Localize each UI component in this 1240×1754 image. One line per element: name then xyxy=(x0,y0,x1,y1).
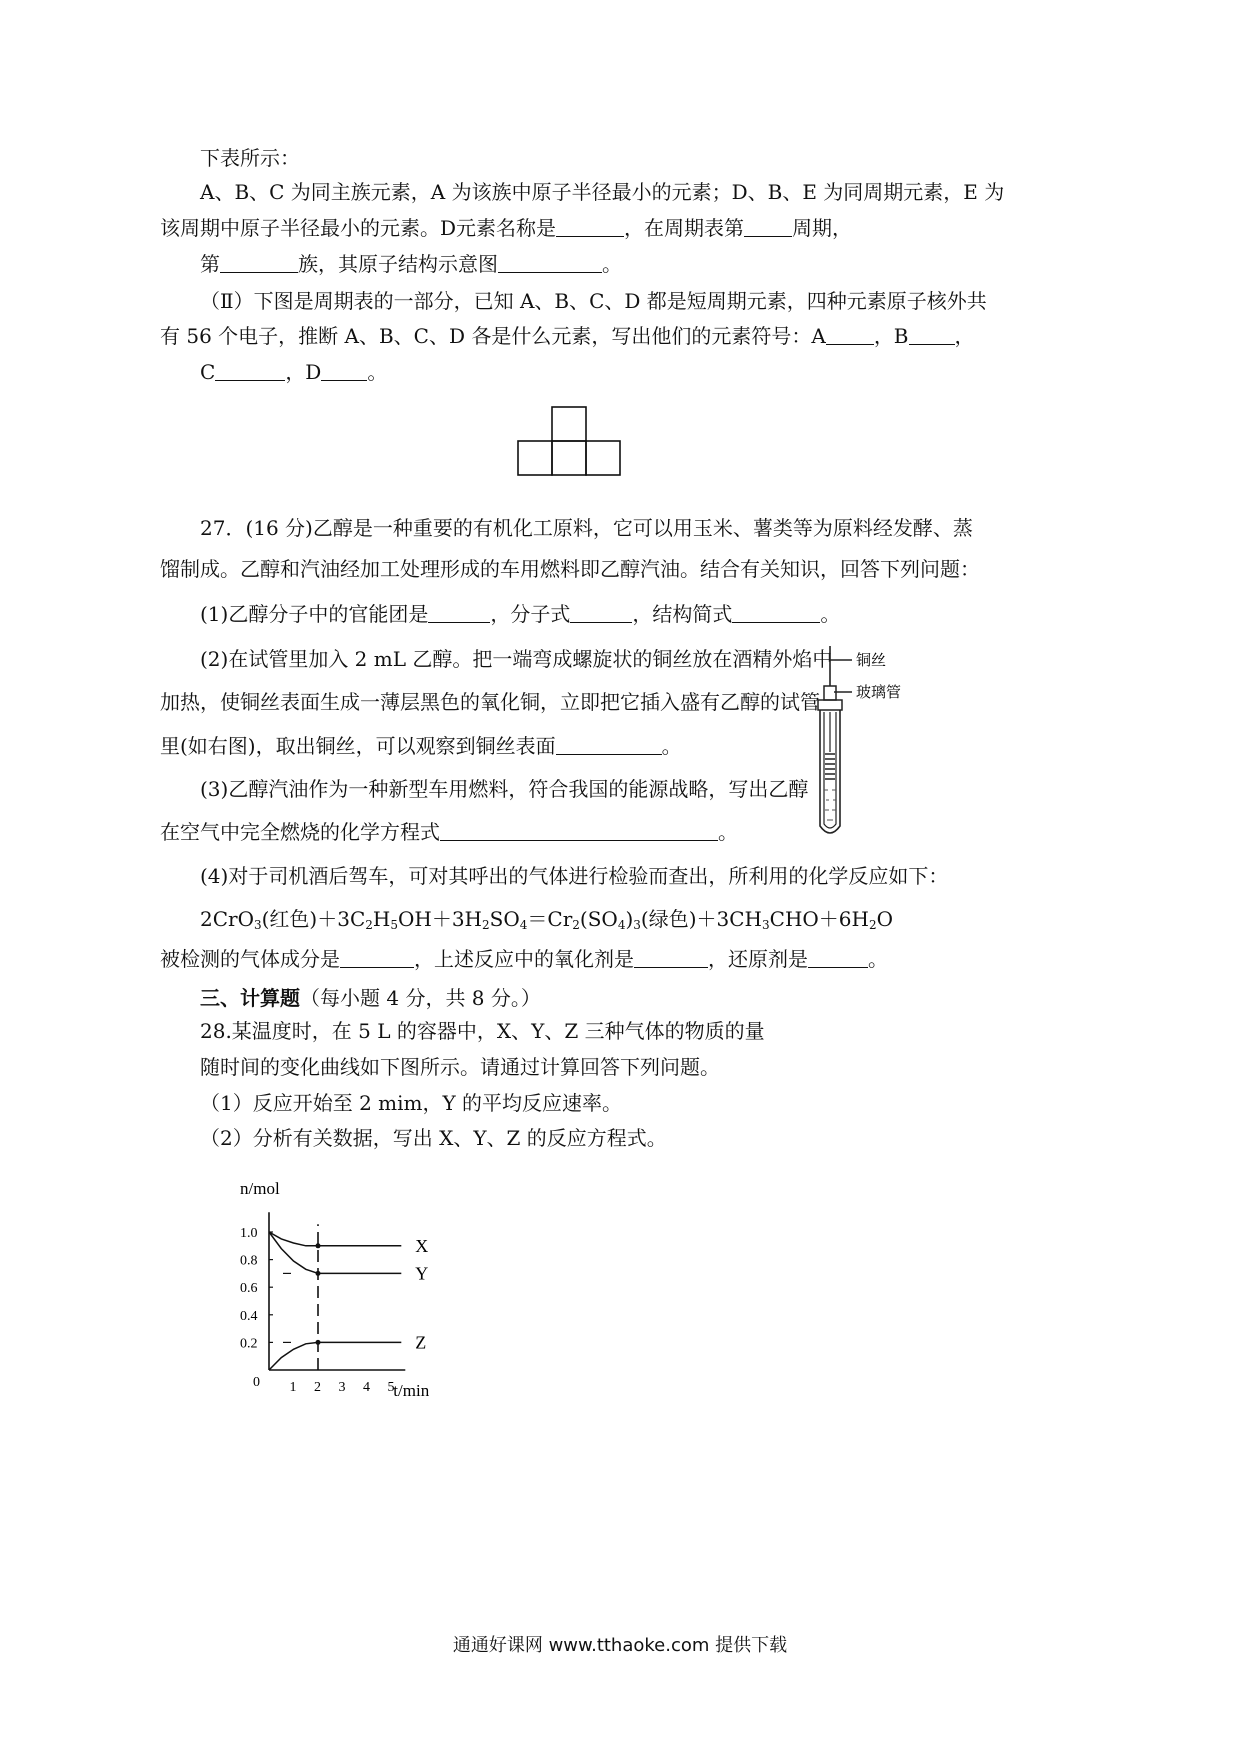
series-line-y xyxy=(269,1232,401,1273)
p1-text-b: ，在周期表第 xyxy=(624,216,745,240)
p2-text-e: ，D xyxy=(285,360,322,384)
y-tick-label: 0.6 xyxy=(240,1281,258,1297)
reaction-equation xyxy=(200,905,893,933)
answer-blank[interactable] xyxy=(909,324,955,345)
q28-line1: 28.某温度时，在 5 L 的容器中，X、Y、Z 三种气体的物质的量 xyxy=(200,1019,765,1043)
p1-text-f: 。 xyxy=(602,252,622,276)
eq-part: ) xyxy=(625,907,634,931)
section3-heading xyxy=(200,984,541,1012)
p1-line2 xyxy=(160,214,852,242)
test-tube-figure xyxy=(800,640,930,846)
p1-text-e: 族，其原子结构示意图 xyxy=(298,252,498,276)
answer-blank[interactable] xyxy=(428,602,490,623)
series-label-y: Y xyxy=(415,1263,429,1284)
answer-blank[interactable] xyxy=(744,216,792,237)
answer-blank[interactable] xyxy=(570,602,632,623)
y-tick-label: 0.8 xyxy=(240,1253,258,1269)
series-label-x: X xyxy=(415,1235,429,1256)
q27-sub3-line1: (3)乙醇汽油作为一种新型车用燃料，符合我国的能源战略，写出乙醇 xyxy=(200,777,809,801)
answer-blank[interactable] xyxy=(634,947,708,968)
eq-subscript: 2 xyxy=(365,918,373,932)
p2-text-f: 。 xyxy=(367,360,388,384)
section3-title: 三、计算题 xyxy=(200,986,300,1010)
copper-coil xyxy=(825,754,835,779)
p1-text-a: 该周期中原子半径最小的元素。D元素名称是 xyxy=(160,216,557,240)
x-tick-label: 3 xyxy=(338,1380,346,1395)
x-axis-label: t/min xyxy=(393,1381,430,1400)
eq-part: (SO xyxy=(579,907,618,931)
q27-sub4-text-b: ，上述反应中的氧化剂是 xyxy=(414,947,634,971)
q27-sub2-text-b: 。 xyxy=(661,734,682,758)
x-tick-label: 5 xyxy=(387,1380,395,1395)
label-copper-wire: 铜丝 xyxy=(856,653,887,669)
eq-subscript: 2 xyxy=(572,918,580,932)
series-line-x xyxy=(269,1232,401,1246)
q27-sub4-line3 xyxy=(160,945,888,973)
table-cell-right xyxy=(586,441,620,475)
q27-line2: 馏制成。乙醇和汽油经加工处理形成的车用燃料即乙醇汽油。结合有关知识，回答下列问题： xyxy=(160,557,980,581)
p2-line3 xyxy=(200,358,387,386)
q27-sub1 xyxy=(200,600,840,628)
origin-label: 0 xyxy=(253,1375,260,1390)
intro-line: 下表所示： xyxy=(200,146,300,170)
q27-sub1-d: 。 xyxy=(820,602,841,626)
answer-blank[interactable] xyxy=(556,734,662,755)
p2-text-a: 有 56 个电子，推断 A、B、C、D 各是什么元素，写出他们的元素符号：A xyxy=(160,324,826,348)
label-glass-tube: 玻璃管 xyxy=(856,685,902,701)
p2-text-b: ，B xyxy=(873,324,909,348)
eq-subscript: 5 xyxy=(390,918,398,932)
p1-text-c: 周期， xyxy=(792,216,853,240)
q27-sub3-line2 xyxy=(160,818,738,846)
q28-line2: 随时间的变化曲线如下图所示。请通过计算回答下列问题。 xyxy=(200,1055,720,1079)
p1-text-d: 第 xyxy=(200,252,220,276)
q27-sub3-text-b: 。 xyxy=(718,820,738,844)
q27-sub4-text-a: 被检测的气体成分是 xyxy=(160,947,340,971)
series-point-z xyxy=(316,1340,321,1345)
p2-text-c: ， xyxy=(954,324,975,348)
q27-sub4-text-c: ，还原剂是 xyxy=(708,947,808,971)
q27-sub2-line3 xyxy=(160,732,682,760)
eq-subscript: 3 xyxy=(253,918,262,932)
series-label-z: Z xyxy=(415,1332,427,1353)
answer-blank[interactable] xyxy=(215,360,285,381)
y-axis-label: n/mol xyxy=(240,1179,280,1198)
section3-note: （每小题 4 分，共 8 分。） xyxy=(300,986,541,1010)
q27-sub2-line1: (2)在试管里加入 2 mL 乙醇。把一端弯成螺旋状的铜丝放在酒精外焰中 xyxy=(200,647,833,671)
eq-subscript: 3 xyxy=(762,918,770,932)
eq-part: OH＋3H xyxy=(398,907,483,931)
q27-sub1-c: ，结构简式 xyxy=(632,602,733,626)
answer-blank[interactable] xyxy=(498,252,602,273)
p1-line3 xyxy=(200,250,622,278)
eq-part: 2CrO xyxy=(200,907,254,931)
p2-text-d: C xyxy=(200,360,216,384)
eq-part: ＝Cr xyxy=(527,907,573,931)
answer-blank[interactable] xyxy=(440,820,718,841)
table-cell-top xyxy=(552,407,586,441)
p2-line1: （Ⅱ）下图是周期表的一部分，已知 A、B、C、D 都是短周期元素，四种元素原子核外共 xyxy=(200,289,987,313)
eq-subscript: 3 xyxy=(633,918,641,932)
eq-part: SO xyxy=(489,907,520,931)
footer-credit: 通通好课网 www.tthaoke.com 提供下载 xyxy=(452,1635,788,1656)
x-tick-label: 2 xyxy=(314,1380,321,1395)
eq-subscript: 4 xyxy=(617,918,626,932)
answer-blank[interactable] xyxy=(321,360,367,381)
q27-sub2-text-a: 里(如右图)，取出铜丝，可以观察到铜丝表面 xyxy=(160,734,556,758)
q27-sub2-line2: 加热，使铜丝表面生成一薄层黑色的氧化铜，立即把它插入盛有乙醇的试管 xyxy=(160,690,820,714)
eq-subscript: 4 xyxy=(519,918,528,932)
series-point-y xyxy=(316,1271,321,1276)
series-line-z xyxy=(269,1342,401,1370)
eq-part: H xyxy=(372,907,391,931)
eq-part: O xyxy=(876,907,893,931)
ethanol-liquid xyxy=(824,790,836,820)
table-cell-middle xyxy=(552,441,586,475)
table-cell-left xyxy=(518,441,552,475)
series-point-x xyxy=(316,1243,321,1248)
y-tick-label: 1.0 xyxy=(240,1226,258,1241)
q27-sub3-text-a: 在空气中完全燃烧的化学方程式 xyxy=(160,820,440,844)
x-tick-label: 4 xyxy=(363,1380,370,1395)
answer-blank[interactable] xyxy=(220,252,298,273)
q27-line1: 27．(16 分)乙醇是一种重要的有机化工原料，它可以用玉米、薯类等为原料经发酵、蒸 xyxy=(200,516,973,540)
glass-tube-top xyxy=(824,686,836,700)
q27-sub4-line1: (4)对于司机酒后驾车，可对其呼出的气体进行检验而查出，所利用的化学反应如下： xyxy=(200,864,949,888)
x-tick-label: 1 xyxy=(289,1380,297,1395)
q28-sub2: （2）分析有关数据，写出 X、Y、Z 的反应方程式。 xyxy=(200,1126,667,1150)
eq-part: (绿色)＋3CH xyxy=(640,907,762,931)
eq-part: CHO＋6H xyxy=(769,907,869,931)
q27-sub1-b: ，分子式 xyxy=(490,602,571,626)
answer-blank[interactable] xyxy=(808,947,868,968)
p1-line1: A、B、C 为同主族元素，A 为该族中原子半径最小的元素；D、B、E 为同周期元素，E 为 xyxy=(200,180,1005,204)
answer-blank[interactable] xyxy=(556,216,624,237)
p2-line2 xyxy=(160,322,975,350)
q27-sub1-a: (1)乙醇分子中的官能团是 xyxy=(200,602,429,626)
mol-time-chart xyxy=(230,1170,480,1400)
q28-sub1: （1）反应开始至 2 mim，Y 的平均反应速率。 xyxy=(200,1091,623,1115)
y-tick-label: 0.2 xyxy=(240,1336,258,1352)
y-tick-label: 0.4 xyxy=(240,1308,258,1324)
periodic-table-fragment xyxy=(510,405,630,477)
eq-subscript: 2 xyxy=(868,918,877,932)
stopper xyxy=(818,700,842,710)
answer-blank[interactable] xyxy=(732,602,820,623)
q27-sub4-text-d: 。 xyxy=(868,947,888,971)
answer-blank[interactable] xyxy=(340,947,414,968)
answer-blank[interactable] xyxy=(826,324,874,345)
eq-subscript: 2 xyxy=(482,918,490,932)
eq-part: (红色)＋3C xyxy=(261,907,366,931)
